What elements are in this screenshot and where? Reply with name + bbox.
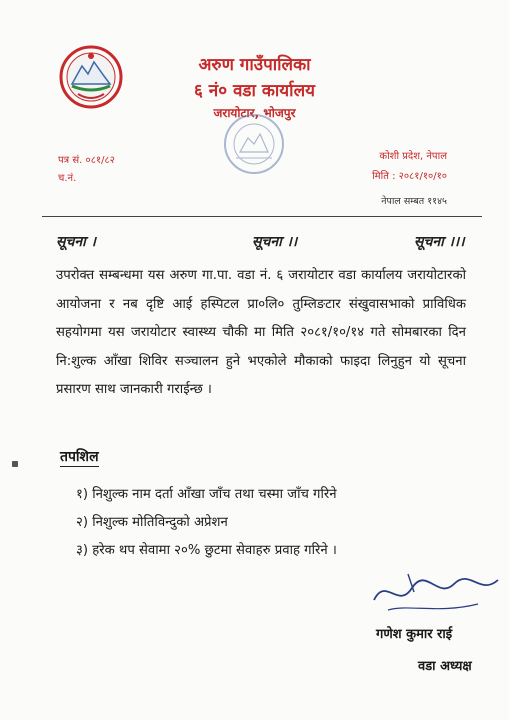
nepal-sambat: नेपाल सम्बत ११४५	[381, 196, 447, 207]
notice-body: उपरोक्त सम्बन्धमा यस अरुण गा.पा. वडा नं. ६ जरायोटार वडा कार्यालय जरायोटारको आयोजना र नब दृष्टि आई हस्पिटल प्रा०लि० तुम्लिङटार संखुवासभाको प्राविधिक सहयोगमा यस जरायोटार स्वास्थ्य चौकी मा मिति २०८१/१०/१४ गते सोमबारका दिन नि:शुल्क आँखा शिविर सञ्चालन हुने भएकोले मौकाको फाइदा लिनुहुन यो सूचना प्रसारण साथ जानकारी गराईन्छ ।	[56, 268, 466, 397]
reference-number: पत्र सं. ०८१/८२	[58, 155, 115, 166]
signatory-name: गणेश कुमार राई	[376, 627, 453, 642]
handwritten-signature	[368, 570, 508, 618]
province-label: कोशी प्रदेश, नेपाल	[379, 151, 447, 162]
detail-item: १) निशुल्क नाम दर्ता आँखा जाँच तथा चस्मा जाँच गरिने	[76, 487, 337, 502]
signatory-title: वडा अध्यक्ष	[418, 659, 472, 674]
header-divider	[42, 216, 482, 217]
detail-item: ३) हरेक थप सेवामा २०% छुटमा सेवाहरु प्रवाह गरिने ।	[76, 543, 337, 558]
office-stamp-icon	[222, 112, 286, 176]
office-address: जरायोटार, भोजपुर	[213, 106, 296, 120]
dispatch-number: च.नं.	[58, 173, 77, 184]
details-heading: तपशिल	[60, 449, 99, 465]
ward-office-name: ६ नं० वडा कार्यालय	[194, 81, 315, 101]
detail-item: २) निशुल्क मोतिविन्दुको अप्रेशन	[76, 515, 228, 530]
municipality-name: अरुण गाउँपालिका	[198, 55, 311, 75]
notice-label-1: सूचना ।	[56, 234, 96, 250]
notice-label-2: सूचना ।।	[252, 234, 298, 250]
letter-date: मिति : २०८१/१०/१०	[372, 171, 447, 182]
notice-label-3: सूचना ।।।	[414, 234, 465, 250]
punch-hole-mark	[12, 461, 18, 467]
